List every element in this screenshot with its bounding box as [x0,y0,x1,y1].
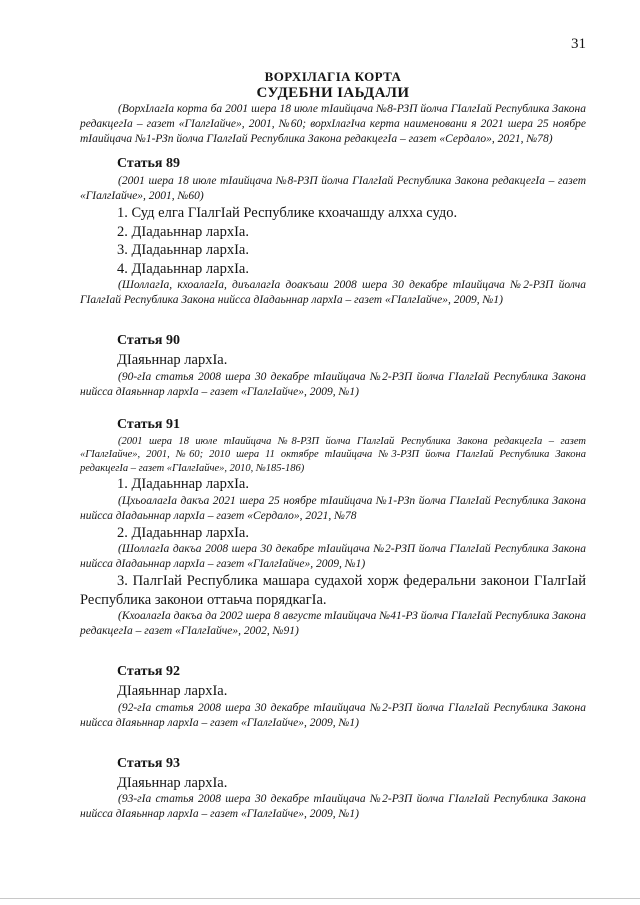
article-title: Статья 91 [117,416,180,432]
article-amendment-note: (90-гIа статья 2008 шера 30 декабре тIаийцача №2-РЗП йолча ГIалгIай Республика Закона нийсса дIаяьннар лархIа – газет «ГIалгIайче», 2009, №1) [80,370,586,398]
article-title: Статья 92 [117,664,180,679]
article-5 [80,755,586,823]
article-item: 4. ДIадаьннар лархIа. [117,260,249,277]
page-number: 31 [571,36,586,52]
article-3 [80,416,586,640]
article-item: 2. ДIадаьннар лархIа. [117,223,249,240]
article-item: ДIаяьннар лархIа. [117,774,228,791]
article-item: ДIаяьннар лархIа. [117,352,228,368]
article-item: 3. ПалгIай Республика машара судахой хорж федеральни законои ГIалгIай Республика законои оттаьча порядкагIа. [80,573,586,608]
chapter-title-line2: СУДЕБНИ IАЬДАЛИ [256,85,410,101]
item-note: (КхоалагIа дакъа да 2002 шера 8 августе тIаийцача №41-РЗ йолча ГIалгIай Республика Закона редакцегIа – газет «ГIалгIайче», 2002, №91) [80,610,586,637]
document-body [80,68,586,822]
article-4 [80,663,586,731]
article-item: 2. ДIадаьннар лархIа. [117,524,249,541]
item-note: (ЦхьоалагIа дакъа 2021 шера 25 ноябре тIаийцача №1-РЗп йолча ГIалгIай Республика Закона нийсса дIадаьннар лархIа – газет «Сердало», 2021, №78 [80,494,586,522]
article-item: 3. ДIадаьннар лархIа. [117,242,249,258]
article-2 [80,332,586,400]
chapter-title-line1: ВОРХIЛАГIА КОРТА [264,69,402,84]
articles-list [80,147,586,822]
item-note: (ШоллагIа дакъа 2008 шера 30 декабре тIаийцача №2-РЗП йолча ГIалгIай Республика Закона нийсса дIадаьннар лархIа – газет «ГIалгIайче», 2009, №1) [80,543,586,570]
article-amendment-note: (92-гIа статья 2008 шера 30 декабре тIаийцача №2-РЗП йолча ГIалгIай Республика Закона нийсса дIаяьннар лархIа – газет «ГIалгIайче», 2009, №1) [80,701,586,729]
article-note: (2001 шера 18 июле тIаийцача №8-РЗП йолча ГIалгIай Республика Закона редакцегIа – газет «ГIалгIайче», 2001, №60) [80,175,586,202]
article-note: (2001 шера 18 июле тIаийцача №8-РЗП йолча ГIалгIай Республика Закона редакцегIа – газет «ГIалгIайче», 2001, №60; 2010 шера 11 октябре тIаийцача №3-РЗП йолча ГIалгIай Республика Закона редакцегIа – газет «ГIалгIайче», 2010, №185-186) [80,435,586,474]
chapter-note: (ВорхIлагIа корта ба 2001 шера 18 июле тIаийцача №8-РЗП йолча ГIалгIай Республика Закона редакцегIа – газет «ГIалгIайче», 2001, №60; ворхIлагIча керта наименовани я 2021 шера 25 ноябре тIаийцача №1-РЗп йолча ГIалгIай Республика Закона редакцегIа – газет «Сердало», 2021, №78) [80,103,586,145]
article-title: Статья 93 [117,755,180,771]
article-1 [80,155,586,308]
article-amendment-note: (93-гIа статья 2008 шера 30 декабре тIаийцача №2-РЗП йолча ГIалгIай Республика Закона нийсса дIаяьннар лархIа – газет «ГIалгIайче», 2009, №1) [80,793,586,820]
article-title: Статья 90 [117,333,180,348]
article-amendment-note: (ШоллагIа, кхоалагIа, диъалагIа доакъаш 2008 шера 30 декабре тIаийцача №2-РЗП йолча ГIалгIай Республика Закона нийсса дIадаьннар лархIа – газет «ГIалгIайче», 2009, №1) [80,279,586,306]
article-item: 1. ДIадаьннар лархIа. [117,476,249,492]
article-item: ДIаяьннар лархIа. [117,683,228,699]
article-item: 1. Суд елга ГIалгIай Республике кхоачашду алхха судо. [117,205,458,221]
footer-rule [0,898,640,899]
chapter-heading [80,68,586,102]
article-title: Статья 89 [117,156,180,171]
